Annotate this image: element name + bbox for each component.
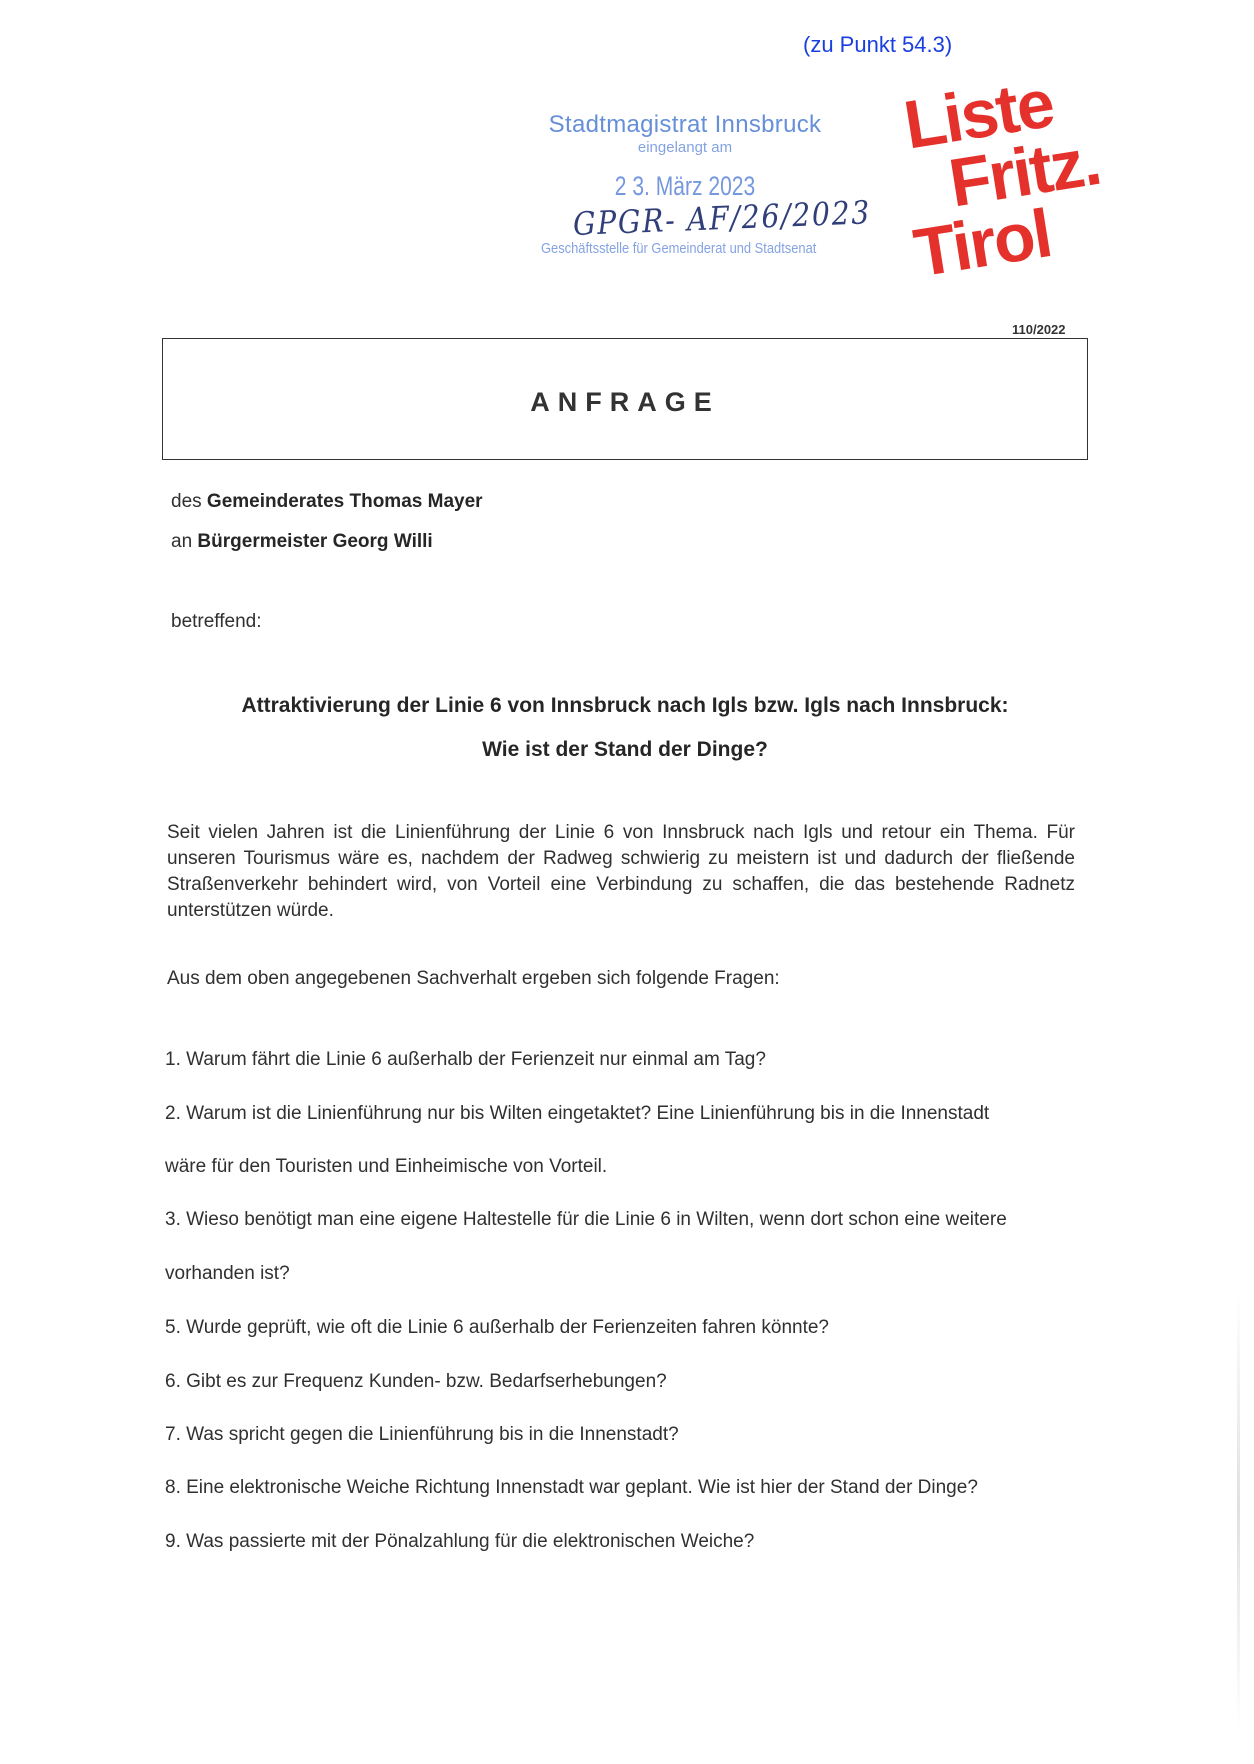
sender-name: Gemeinderates Thomas Mayer [206, 491, 483, 512]
intro-paragraph: Seit vielen Jahren ist die Linienführung der Linie 6 von Innsbruck nach Igls und retour ein Thema. Für unseren Tourismus wäre es, nachdem der Radweg schwierig zu meistern ist und dadurch der fließende Straßenverkehr behindert wird, von Vorteil eine Verbindung zu schaffen, die das bestehende Radnetz unterstützen würde. [167, 822, 1075, 921]
liste-fritz-tirol-logo [899, 65, 1165, 302]
question-8: 8. Eine elektronische Weiche Richtung Innenstadt war geplant. Wie ist hier der Stand der Dinge? [165, 1477, 978, 1498]
recipient-line [171, 531, 433, 553]
stamp-date: 2 3. März 2023 [614, 171, 756, 201]
logo-line-3: Tirol [909, 195, 1056, 292]
recipient-prefix: an [171, 531, 193, 552]
question-7: 7. Was spricht gegen die Linienführung bis in die Innenstadt? [165, 1424, 679, 1445]
recipient-name: Bürgermeister Georg Willi [197, 531, 433, 552]
questions-intro: Aus dem oben angegebenen Sachverhalt ergeben sich folgende Fragen: [167, 968, 780, 989]
subject-label: betreffend: [171, 611, 262, 632]
question-3-line-2: vorhanden ist? [165, 1263, 290, 1284]
question-9: 9. Was passierte mit der Pönalzahlung für die elektronischen Weiche? [165, 1531, 755, 1552]
question-3-line-1: 3. Wieso benötigt man eine eigene Haltestelle für die Linie 6 in Wilten, wenn dort schon eine weitere [165, 1209, 1007, 1230]
logo-line-2: Fritz. [944, 122, 1105, 222]
subject-heading-line-1: Attraktivierung der Linie 6 von Innsbruck nach Igls bzw. Igls nach Innsbruck: [241, 694, 1009, 717]
subject-heading-line-2: Wie ist der Stand der Dinge? [482, 738, 768, 761]
receipt-stamp [535, 111, 872, 272]
title-box [162, 338, 1088, 460]
reference-number: 110/2022 [1012, 322, 1066, 337]
sender-prefix: des [171, 491, 202, 512]
handwritten-reference: GPGR- AF/26/2023 [572, 193, 872, 243]
logo-line-1: Liste [899, 65, 1058, 164]
question-5: 5. Wurde geprüft, wie oft die Linie 6 außerhalb der Ferienzeiten fahren könnte? [165, 1317, 829, 1338]
page-edge-shadow [1237, 1290, 1240, 1730]
question-6: 6. Gibt es zur Frequenz Kunden- bzw. Bedarfserhebungen? [165, 1371, 667, 1392]
question-2-line-1: 2. Warum ist die Linienführung nur bis Wilten eingetaktet? Eine Linienführung bis in die Innenstadt [165, 1103, 990, 1124]
stamp-organization: Stadtmagistrat Innsbruck [548, 111, 822, 138]
question-2-line-2: wäre für den Touristen und Einheimische von Vorteil. [165, 1156, 608, 1177]
question-1: 1. Warum fährt die Linie 6 außerhalb der Ferienzeit nur einmal am Tag? [165, 1049, 766, 1070]
agenda-point-note: (zu Punkt 54.3) [803, 32, 953, 57]
stamp-received-label: eingelangt am [637, 139, 733, 156]
stamp-department: Geschäftsstelle für Gemeinderat und Stadtsenat [541, 240, 817, 257]
document-title: ANFRAGE [530, 387, 720, 417]
sender-line [171, 491, 483, 513]
